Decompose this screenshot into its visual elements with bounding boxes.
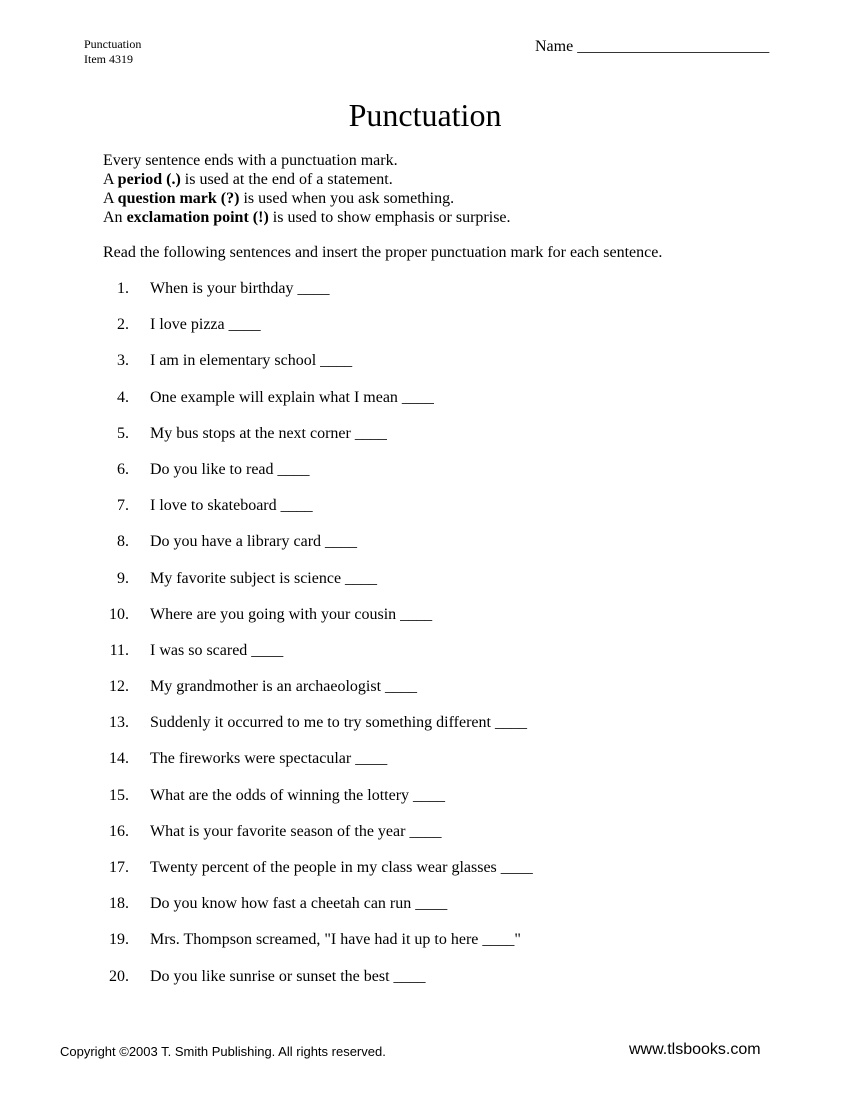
question-number: 1.: [117, 280, 129, 297]
question-text: Suddenly it occurred to me to try something different ____: [150, 714, 527, 732]
question-text: I love to skateboard ____: [150, 497, 313, 515]
header-subject: Punctuation: [84, 37, 142, 51]
question-number: 19.: [109, 931, 129, 949]
question-number: 16.: [109, 822, 129, 840]
term-question-mark: question mark (?): [117, 190, 240, 207]
question-number: 3.: [117, 352, 129, 370]
question-number: 7.: [117, 497, 129, 515]
question-text: Where are you going with your cousin ____: [150, 605, 433, 623]
question-text: Twenty percent of the people in my class wear glasses ____: [150, 859, 533, 876]
instructions: Read the following sentences and insert the proper punctuation mark for each sentence.: [103, 244, 663, 261]
question-number: 6.: [117, 460, 129, 478]
question-text: The fireworks were spectacular ____: [150, 750, 388, 768]
question-text: My grandmother is an archaeologist ____: [150, 678, 418, 696]
intro-line-1: Every sentence ends with a punctuation mark.: [103, 152, 398, 169]
term-exclamation-point: exclamation point (!): [126, 209, 269, 226]
question-number: 12.: [109, 678, 129, 696]
name-blank-line: ________________________: [577, 38, 770, 55]
question-number: 10.: [109, 605, 129, 623]
question-number: 4.: [117, 388, 129, 406]
question-number: 8.: [117, 533, 129, 551]
question-number: 20.: [109, 967, 129, 985]
question-number: 2.: [117, 316, 129, 334]
intro-line-4: An exclamation point (!) is used to show emphasis or surprise.: [103, 209, 511, 226]
question-text: What is your favorite season of the year ____: [150, 822, 442, 840]
header-item-number: Item 4319: [84, 52, 133, 66]
question-text: Do you have a library card ____: [150, 533, 358, 551]
question-text: I was so scared ____: [150, 641, 284, 659]
question-text: Do you like sunrise or sunset the best ____: [150, 967, 426, 985]
question-text: I love pizza ____: [150, 316, 261, 334]
intro-text: [103, 151, 511, 227]
intro-line-2: A period (.) is used at the end of a statement.: [103, 171, 393, 188]
question-text: Do you like to read ____: [150, 460, 310, 478]
question-text: Mrs. Thompson screamed, "I have had it up to here ____": [150, 931, 521, 949]
question-number: 18.: [109, 895, 129, 913]
term-period: period (.): [117, 171, 181, 188]
question-text: I am in elementary school ____: [150, 352, 353, 370]
question-number: 14.: [109, 750, 129, 768]
question-text: When is your birthday ____: [150, 280, 330, 297]
question-text: My favorite subject is science ____: [150, 569, 378, 587]
header-meta: [84, 37, 141, 67]
question-text: Do you know how fast a cheetah can run ____: [150, 895, 448, 913]
question-text: What are the odds of winning the lottery ____: [150, 786, 446, 804]
intro-line-3: A question mark (?) is used when you ask something.: [103, 190, 455, 207]
name-field: [535, 37, 769, 57]
question-number: 17.: [109, 859, 129, 876]
website-url: www.tlsbooks.com: [629, 1041, 761, 1058]
copyright-notice: Copyright ©2003 T. Smith Publishing. All rights reserved.: [60, 1044, 386, 1059]
question-number: 15.: [109, 786, 129, 804]
question-number: 13.: [109, 714, 129, 732]
question-text: One example will explain what I mean ____: [150, 388, 434, 406]
question-text: My bus stops at the next corner ____: [150, 424, 387, 442]
question-number: 11.: [109, 641, 129, 659]
name-label: Name: [535, 38, 574, 55]
question-number: 9.: [117, 569, 129, 587]
question-number: 5.: [117, 424, 129, 442]
page-title: Punctuation: [348, 97, 502, 133]
